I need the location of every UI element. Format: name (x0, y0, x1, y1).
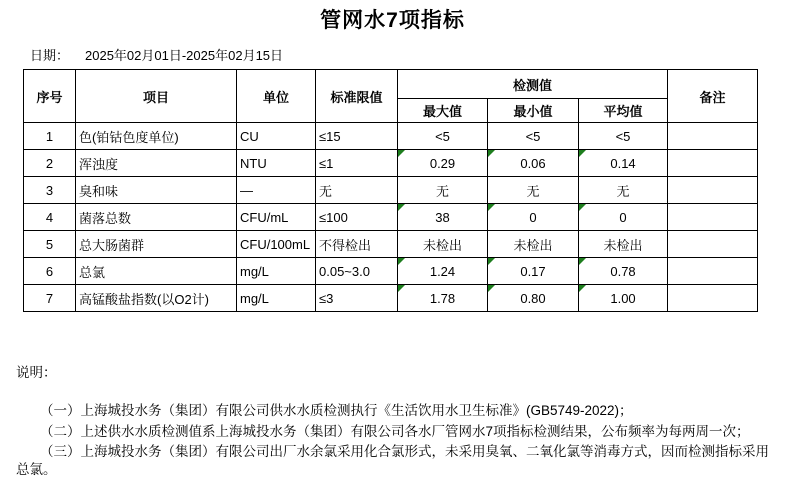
table-row (24, 258, 758, 285)
limit-cell: 无 (316, 177, 398, 204)
max-value-cell: 1.78 (398, 285, 488, 312)
header-detection: 检测值 (398, 70, 668, 99)
min-value-cell: 0.17 (488, 258, 579, 285)
max-value-cell: <5 (398, 123, 488, 150)
header-limit: 标准限值 (316, 70, 398, 123)
item-cell: 臭和味 (76, 177, 237, 204)
min-value-cell: 0.06 (488, 150, 579, 177)
remark-cell (668, 258, 758, 285)
notes-heading: 说明： (16, 365, 57, 380)
item-cell: 浑浊度 (76, 150, 237, 177)
row-number-cell: 7 (24, 285, 76, 312)
table-row (24, 231, 758, 258)
max-value-cell: 1.24 (398, 258, 488, 285)
header-min: 最小值 (488, 99, 579, 123)
row-number-cell: 6 (24, 258, 76, 285)
avg-value-cell: 0.78 (579, 258, 668, 285)
min-value-cell: 未检出 (488, 231, 579, 258)
max-value-cell: 未检出 (398, 231, 488, 258)
avg-value-cell: 1.00 (579, 285, 668, 312)
avg-value-cell: <5 (579, 123, 668, 150)
table-row (24, 150, 758, 177)
note-item-1: （一）上海城投水务（集团）有限公司供水水质检测执行《生活饮用水卫生标准》(GB5749-2022)； (40, 403, 633, 418)
unit-cell: — (237, 177, 316, 204)
min-value-cell: 无 (488, 177, 579, 204)
avg-value-cell: 未检出 (579, 231, 668, 258)
limit-cell: ≤100 (316, 204, 398, 231)
table-row (24, 177, 758, 204)
limit-cell: 不得检出 (316, 231, 398, 258)
indicators-table (23, 69, 758, 312)
item-cell: 总氯 (76, 258, 237, 285)
header-unit: 单位 (237, 70, 316, 123)
remark-cell (668, 150, 758, 177)
min-value-cell: <5 (488, 123, 579, 150)
remark-cell (668, 123, 758, 150)
date-line (30, 47, 785, 64)
item-cell: 色(铂钴色度单位) (76, 123, 237, 150)
header-max: 最大值 (398, 99, 488, 123)
limit-cell: ≤3 (316, 285, 398, 312)
max-value-cell: 38 (398, 204, 488, 231)
header-no: 序号 (24, 70, 76, 123)
remark-cell (668, 231, 758, 258)
limit-cell: ≤15 (316, 123, 398, 150)
item-cell: 高锰酸盐指数(以O2计) (76, 285, 237, 312)
min-value-cell: 0 (488, 204, 579, 231)
unit-cell: CFU/mL (237, 204, 316, 231)
unit-cell: NTU (237, 150, 316, 177)
avg-value-cell: 无 (579, 177, 668, 204)
row-number-cell: 2 (24, 150, 76, 177)
max-value-cell: 无 (398, 177, 488, 204)
date-value: 2025年02月01日-2025年02月15日 (85, 48, 284, 63)
notes-section (16, 361, 771, 478)
note-item-3: （三）上海城投水务（集团）有限公司出厂水余氯采用化合氯形式，未采用臭氧、二氧化氯等消毒方式，因而检测指标采用总氯。 (16, 444, 769, 477)
remark-cell (668, 177, 758, 204)
unit-cell: CU (237, 123, 316, 150)
row-number-cell: 3 (24, 177, 76, 204)
row-number-cell: 5 (24, 231, 76, 258)
min-value-cell: 0.80 (488, 285, 579, 312)
limit-cell: 0.05~3.0 (316, 258, 398, 285)
note-item-2: （二）上述供水水质检测值系上海城投水务（集团）有限公司各水厂管网水7项指标检测结果，公布频率为每两周一次； (40, 423, 750, 439)
header-avg: 平均值 (579, 99, 668, 123)
page-title: 管网水7项指标 (320, 9, 465, 32)
table-row (24, 285, 758, 312)
item-cell: 总大肠菌群 (76, 231, 237, 258)
header-remark: 备注 (668, 70, 758, 123)
avg-value-cell: 0.14 (579, 150, 668, 177)
header-item: 项目 (76, 70, 237, 123)
unit-cell: mg/L (237, 285, 316, 312)
remark-cell (668, 285, 758, 312)
table-row (24, 123, 758, 150)
unit-cell: mg/L (237, 258, 316, 285)
unit-cell: CFU/100mL (237, 231, 316, 258)
limit-cell: ≤1 (316, 150, 398, 177)
remark-cell (668, 204, 758, 231)
avg-value-cell: 0 (579, 204, 668, 231)
max-value-cell: 0.29 (398, 150, 488, 177)
table-row (24, 204, 758, 231)
row-number-cell: 1 (24, 123, 76, 150)
item-cell: 菌落总数 (76, 204, 237, 231)
row-number-cell: 4 (24, 204, 76, 231)
date-label: 日期： (30, 48, 70, 63)
